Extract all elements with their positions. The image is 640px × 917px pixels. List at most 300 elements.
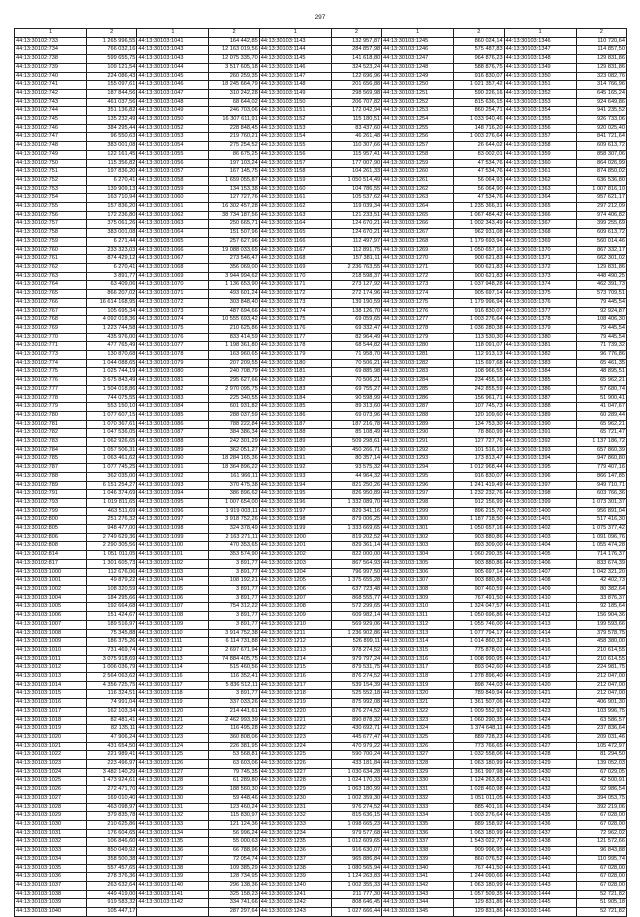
cadastral-value-cell: 896 215,70	[454, 507, 504, 516]
cadastral-value-cell: 822 000,00	[331, 551, 381, 560]
cadastral-number-cell: 44:13:30103:1392	[504, 438, 576, 447]
cadastral-number-cell: 44:13:30103:1179	[259, 351, 331, 360]
cadastral-number-cell: 44:13:30103:1053	[137, 133, 209, 142]
cadastral-value-cell: 905 697,14	[454, 568, 504, 577]
cadastral-number-cell: 44:13:30103:1011	[15, 655, 87, 664]
cadastral-value-cell: 79 745,35	[209, 768, 259, 777]
cadastral-value-cell: 1 063 180,99	[454, 881, 504, 890]
cadastral-value-cell: 68 544,82	[331, 342, 381, 351]
cadastral-number-cell: 44:13:30102:756	[15, 211, 87, 220]
cadastral-value-cell: 1 014 860,32	[454, 638, 504, 647]
cadastral-value-cell: 979 577,68	[331, 829, 381, 838]
cadastral-number-cell: 44:13:30102:791	[15, 490, 87, 499]
cadastral-value-cell: 187 844,56	[87, 89, 137, 98]
cadastral-value-cell: 52 721,82	[576, 908, 626, 917]
cadastral-number-cell: 44:13:30102:784	[15, 446, 87, 455]
cadastral-value-cell: 1 008 990,95	[454, 655, 504, 664]
cadastral-number-cell: 44:13:30103:1352	[504, 89, 576, 98]
cadastral-value-cell: 67 028,00	[576, 812, 626, 821]
cadastral-value-cell: 3 075 918,69	[87, 655, 137, 664]
cadastral-number-cell: 44:13:30103:1090	[137, 455, 209, 464]
cadastral-number-cell: 44:13:30103:1199	[259, 525, 331, 534]
cadastral-value-cell: 211 777,30	[331, 890, 381, 899]
cadastral-number-cell: 44:13:30103:1260	[382, 168, 454, 177]
table-row	[15, 351, 627, 360]
cadastral-value-cell: 129 831,86	[576, 263, 626, 272]
cadastral-number-cell: 44:13:30103:1330	[382, 777, 454, 786]
cadastral-number-cell: 44:13:30103:1385	[504, 377, 576, 386]
cadastral-value-cell: 82 481,41	[87, 716, 137, 725]
cadastral-value-cell: 926 733,06	[576, 116, 626, 125]
cadastral-number-cell: 44:13:30102:789	[15, 481, 87, 490]
cadastral-number-cell: 44:13:30103:1131	[137, 803, 209, 812]
header-cell: 2	[331, 29, 381, 38]
cadastral-value-cell: 173 813,47	[454, 455, 504, 464]
cadastral-number-cell: 44:13:30103:1296	[382, 481, 454, 490]
cadastral-value-cell: 406 901,30	[576, 699, 626, 708]
cadastral-value-cell: 1 375 655,28	[331, 577, 381, 586]
cadastral-value-cell: 65 721,47	[576, 429, 626, 438]
cadastral-value-cell: 104 786,55	[331, 185, 381, 194]
table-row	[15, 81, 627, 90]
cadastral-value-cell: 1 002 359,30	[331, 794, 381, 803]
cadastral-number-cell: 44:13:30103:1103	[137, 568, 209, 577]
cadastral-number-cell: 44:13:30103:1309	[382, 594, 454, 603]
cadastral-value-cell: 242 301,29	[209, 438, 259, 447]
cadastral-value-cell: 588 876,75	[454, 63, 504, 72]
cadastral-value-cell: 156 961,71	[454, 394, 504, 403]
cadastral-value-cell: 905 697,14	[454, 290, 504, 299]
cadastral-number-cell: 44:13:30103:1321	[382, 699, 454, 708]
cadastral-number-cell: 44:13:30103:1404	[504, 542, 576, 551]
cadastral-number-cell: 44:13:30103:1239	[259, 873, 331, 882]
cadastral-value-cell: 1 236 902,86	[331, 629, 381, 638]
cadastral-value-cell: 889 158,92	[454, 820, 504, 829]
cadastral-number-cell: 44:13:30102:754	[15, 194, 87, 203]
cadastral-number-cell: 44:13:30103:1313	[382, 629, 454, 638]
cadastral-number-cell: 44:13:30103:1072	[137, 298, 209, 307]
cadastral-value-cell: 1 044 088,65	[87, 359, 137, 368]
cadastral-value-cell: 384 295,44	[87, 124, 137, 133]
table-body	[15, 37, 627, 916]
cadastral-number-cell: 44:13:30103:1409	[504, 586, 576, 595]
cadastral-number-cell: 44:13:30103:1363	[504, 185, 576, 194]
table-row	[15, 203, 627, 212]
cadastral-value-cell: 18 245 664,79	[209, 81, 259, 90]
cadastral-number-cell: 44:13:30103:1084	[137, 403, 209, 412]
cadastral-value-cell: 1 324 047,57	[454, 603, 504, 612]
cadastral-value-cell: 103 996,75	[576, 707, 626, 716]
cadastral-number-cell: 44:13:30103:1089	[137, 446, 209, 455]
cadastral-number-cell: 44:13:30103:1339	[382, 855, 454, 864]
cadastral-value-cell: 876 274,52	[331, 707, 381, 716]
cadastral-value-cell: 356 069,00	[209, 263, 259, 272]
cadastral-number-cell: 44:13:30103:1267	[382, 229, 454, 238]
cadastral-number-cell: 44:13:30103:1290	[382, 429, 454, 438]
cadastral-value-cell: 560 014,46	[576, 237, 626, 246]
cadastral-number-cell: 44:13:30103:1149	[259, 89, 331, 98]
cadastral-value-cell: 69 332,47	[331, 324, 381, 333]
cadastral-value-cell: 525 552,18	[331, 690, 381, 699]
cadastral-value-cell: 2 163 271,11	[209, 533, 259, 542]
cadastral-number-cell: 44:13:30103:1281	[382, 351, 454, 360]
cadastral-value-cell: 375 061,26	[87, 220, 137, 229]
header-cell: 1	[15, 29, 87, 38]
cadastral-number-cell: 44:13:30103:1104	[137, 577, 209, 586]
cadastral-number-cell: 44:13:30103:1020	[15, 733, 87, 742]
cadastral-value-cell: 744 075,55	[87, 394, 137, 403]
cadastral-value-cell: 18 364 896,22	[209, 464, 259, 473]
cadastral-number-cell: 44:13:30103:1186	[259, 411, 331, 420]
cadastral-value-cell: 1 332 089,70	[331, 498, 381, 507]
cadastral-value-cell: 197 103,24	[209, 159, 259, 168]
cadastral-value-cell: 1 077 794,17	[454, 629, 504, 638]
cadastral-number-cell: 44:13:30103:1002	[15, 586, 87, 595]
cadastral-number-cell: 44:13:30102:758	[15, 229, 87, 238]
table-row	[15, 472, 627, 481]
cadastral-number-cell: 44:13:30102:744	[15, 107, 87, 116]
cadastral-number-cell: 44:13:30103:1209	[259, 612, 331, 621]
cadastral-value-cell: 890 878,32	[331, 716, 381, 725]
cadastral-value-cell: 1 179 693,94	[454, 237, 504, 246]
cadastral-number-cell: 44:13:30103:1432	[504, 786, 576, 795]
cadastral-number-cell: 44:13:30103:1097	[137, 516, 209, 525]
cadastral-number-cell: 44:13:30103:1050	[137, 116, 209, 125]
table-row	[15, 411, 627, 420]
cadastral-number-cell: 44:13:30103:1329	[382, 768, 454, 777]
table-row	[15, 855, 627, 864]
cadastral-value-cell: 1 050 657,16	[454, 246, 504, 255]
cadastral-number-cell: 44:13:30103:1410	[504, 594, 576, 603]
cadastral-value-cell: 637 723,48	[331, 586, 381, 595]
table-row	[15, 455, 627, 464]
cadastral-value-cell: 1 003 276,64	[454, 316, 504, 325]
cadastral-number-cell: 44:13:30103:1216	[259, 673, 331, 682]
cadastral-value-cell: 477 765,49	[87, 342, 137, 351]
cadastral-number-cell: 44:13:30103:1217	[259, 681, 331, 690]
cadastral-number-cell: 44:13:30103:1317	[382, 664, 454, 673]
cadastral-number-cell: 44:13:30103:1152	[259, 116, 331, 125]
table-row	[15, 673, 627, 682]
cadastral-number-cell: 44:13:30103:1288	[382, 411, 454, 420]
cadastral-value-cell: 889 728,23	[454, 733, 504, 742]
cadastral-number-cell: 44:13:30103:1177	[259, 333, 331, 342]
cadastral-value-cell: 1 012 609,65	[331, 838, 381, 847]
cadastral-value-cell: 788 222,84	[209, 420, 259, 429]
table-row	[15, 777, 627, 786]
cadastral-number-cell: 44:13:30103:1106	[137, 594, 209, 603]
cadastral-value-cell: 362 051,27	[209, 446, 259, 455]
cadastral-number-cell: 44:13:30103:1060	[137, 194, 209, 203]
cadastral-number-cell: 44:13:30103:1441	[504, 864, 576, 873]
cadastral-number-cell: 44:13:30103:1367	[504, 220, 576, 229]
cadastral-value-cell: 96 776,86	[576, 351, 626, 360]
cadastral-number-cell: 44:13:30103:1112	[137, 646, 209, 655]
cadastral-number-cell: 44:13:30103:1273	[382, 281, 454, 290]
cadastral-number-cell: 44:13:30102:740	[15, 72, 87, 81]
cadastral-number-cell: 44:13:30103:1393	[504, 446, 576, 455]
cadastral-value-cell: 56 064,90	[454, 185, 504, 194]
cadastral-number-cell: 44:13:30103:1109	[137, 620, 209, 629]
cadastral-value-cell: 176 604,65	[87, 829, 137, 838]
cadastral-value-cell: 104 261,33	[331, 168, 381, 177]
cadastral-value-cell: 796 997,50	[331, 568, 381, 577]
cadastral-value-cell: 120 109,60	[454, 411, 504, 420]
cadastral-value-cell: 1 050 657,16	[454, 525, 504, 534]
cadastral-number-cell: 44:13:30103:1434	[504, 803, 576, 812]
cadastral-number-cell: 44:13:30103:1136	[137, 847, 209, 856]
cadastral-number-cell: 44:13:30103:1248	[382, 63, 454, 72]
cadastral-value-cell: 1 137 186,72	[576, 438, 626, 447]
cadastral-number-cell: 44:13:30103:1256	[382, 133, 454, 142]
cadastral-value-cell: 1 070 367,61	[87, 420, 137, 429]
cadastral-number-cell: 44:13:30103:1009	[15, 638, 87, 647]
cadastral-number-cell: 44:13:30103:1015	[15, 690, 87, 699]
cadastral-value-cell: 246 703,06	[209, 107, 259, 116]
cadastral-number-cell: 44:13:30103:1067	[137, 255, 209, 264]
table-row	[15, 603, 627, 612]
cadastral-value-cell: 383 001,08	[87, 142, 137, 151]
cadastral-number-cell: 44:13:30102:777	[15, 385, 87, 394]
cadastral-number-cell: 44:13:30103:1417	[504, 655, 576, 664]
header-cell: 2	[209, 29, 259, 38]
cadastral-number-cell: 44:13:30103:1369	[504, 237, 576, 246]
cadastral-number-cell: 44:13:30103:1096	[137, 507, 209, 516]
cadastral-value-cell: 903 880,86	[454, 577, 504, 586]
cadastral-value-cell: 129 831,86	[576, 55, 626, 64]
cadastral-value-cell: 81 294,50	[576, 751, 626, 760]
cadastral-number-cell: 44:13:30103:1105	[137, 586, 209, 595]
cadastral-value-cell: 284 857,98	[331, 46, 381, 55]
cadastral-number-cell: 44:13:30103:1377	[504, 307, 576, 316]
cadastral-value-cell: 399 255,69	[576, 220, 626, 229]
cadastral-number-cell: 44:13:30102:745	[15, 116, 87, 125]
cadastral-number-cell: 44:13:30103:1025	[15, 777, 87, 786]
cadastral-number-cell: 44:13:30103:1423	[504, 707, 576, 716]
cadastral-value-cell: 383 001,08	[87, 229, 137, 238]
cadastral-value-cell: 69 059,65	[331, 316, 381, 325]
cadastral-value-cell: 47 534,76	[454, 159, 504, 168]
cadastral-number-cell: 44:13:30103:1224	[259, 742, 331, 751]
cadastral-value-cell: 1 006 036,79	[87, 664, 137, 673]
cadastral-number-cell: 44:13:30103:1184	[259, 394, 331, 403]
cadastral-number-cell: 44:13:30103:1294	[382, 464, 454, 473]
cadastral-value-cell: 850 049,92	[87, 847, 137, 856]
cadastral-number-cell: 44:13:30103:1226	[259, 760, 331, 769]
cadastral-number-cell: 44:13:30103:1444	[504, 890, 576, 899]
cadastral-number-cell: 44:13:30103:1069	[137, 272, 209, 281]
cadastral-value-cell: 134 753,30	[454, 420, 504, 429]
cadastral-number-cell: 44:13:30103:1081	[137, 377, 209, 386]
cadastral-number-cell: 44:13:30103:1337	[382, 838, 454, 847]
cadastral-value-cell: 199 593,66	[576, 620, 626, 629]
cadastral-value-cell: 80 382,64	[576, 586, 626, 595]
cadastral-number-cell: 44:13:30103:1168	[259, 255, 331, 264]
cadastral-value-cell: 42 500,91	[576, 777, 626, 786]
table-row	[15, 185, 627, 194]
table-row	[15, 655, 627, 664]
cadastral-value-cell: 201 656,88	[331, 81, 381, 90]
cadastral-number-cell: 44:13:30102:752	[15, 176, 87, 185]
table-row	[15, 446, 627, 455]
cadastral-number-cell: 44:13:30103:1384	[504, 368, 576, 377]
table-row	[15, 533, 627, 542]
cadastral-number-cell: 44:13:30103:1373	[504, 272, 576, 281]
cadastral-value-cell: 273 546,47	[209, 255, 259, 264]
cadastral-number-cell: 44:13:30102:785	[15, 455, 87, 464]
cadastral-number-cell: 44:13:30103:1048	[137, 98, 209, 107]
cadastral-value-cell: 297 212,09	[576, 203, 626, 212]
cadastral-value-cell: 275 254,52	[209, 142, 259, 151]
cadastral-value-cell: 139 052,03	[576, 760, 626, 769]
cadastral-value-cell: 4 356 725,75	[87, 681, 137, 690]
cadastral-number-cell: 44:13:30103:1361	[504, 168, 576, 177]
table-row	[15, 272, 627, 281]
cadastral-number-cell: 44:13:30103:1418	[504, 664, 576, 673]
cadastral-value-cell: 26 644,02	[454, 142, 504, 151]
cadastral-value-cell: 240 708,79	[209, 368, 259, 377]
cadastral-value-cell: 116 495,28	[209, 725, 259, 734]
cadastral-number-cell: 44:13:30102:738	[15, 55, 87, 64]
cadastral-number-cell: 44:13:30102:782	[15, 429, 87, 438]
cadastral-value-cell: 754 312,22	[209, 603, 259, 612]
cadastral-value-cell: 139 909,13	[87, 185, 137, 194]
cadastral-value-cell: 1 030 634,28	[331, 768, 381, 777]
cadastral-value-cell: 337 033,26	[209, 699, 259, 708]
cadastral-value-cell: 1 046 374,69	[87, 490, 137, 499]
cadastral-value-cell: 3 517 605,18	[209, 63, 259, 72]
cadastral-value-cell: 1 077 745,25	[87, 464, 137, 473]
cadastral-value-cell: 209 031,46	[576, 733, 626, 742]
table-row	[15, 481, 627, 490]
cadastral-number-cell: 44:13:30103:1439	[504, 847, 576, 856]
cadastral-number-cell: 44:13:30103:1070	[137, 281, 209, 290]
table-row	[15, 107, 627, 116]
cadastral-value-cell: 96 843,88	[576, 847, 626, 856]
cadastral-value-cell: 106 846,60	[87, 838, 137, 847]
cadastral-value-cell: 874 850,02	[576, 168, 626, 177]
cadastral-value-cell: 1 057 506,31	[87, 446, 137, 455]
cadastral-value-cell: 75 345,88	[87, 629, 137, 638]
table-row	[15, 890, 627, 899]
cadastral-value-cell: 879 006,25	[331, 516, 381, 525]
cadastral-value-cell: 1 060 290,35	[454, 716, 504, 725]
cadastral-number-cell: 44:13:30103:1223	[259, 733, 331, 742]
cadastral-value-cell: 874 429,12	[87, 255, 137, 264]
cadastral-number-cell: 44:13:30103:1031	[15, 829, 87, 838]
cadastral-number-cell: 44:13:30103:1049	[137, 107, 209, 116]
cadastral-number-cell: 44:13:30103:1006	[15, 612, 87, 621]
cadastral-number-cell: 44:13:30102:768	[15, 316, 87, 325]
cadastral-value-cell: 1 301 605,73	[87, 559, 137, 568]
cadastral-value-cell: 115 356,82	[87, 159, 137, 168]
cadastral-value-cell: 242 855,59	[454, 385, 504, 394]
cadastral-number-cell: 44:13:30103:1033	[15, 847, 87, 856]
cadastral-value-cell: 609 613,72	[576, 142, 626, 151]
cadastral-number-cell: 44:13:30103:1047	[137, 89, 209, 98]
cadastral-number-cell: 44:13:30103:1043	[137, 46, 209, 55]
cadastral-value-cell: 448 490,25	[576, 272, 626, 281]
cadastral-value-cell: 129 831,86	[454, 908, 504, 917]
cadastral-value-cell: 3 891,77	[209, 620, 259, 629]
cadastral-number-cell: 44:13:30103:1085	[137, 411, 209, 420]
cadastral-number-cell: 44:13:30103:1269	[382, 246, 454, 255]
cadastral-value-cell: 210 614,55	[576, 646, 626, 655]
cadastral-value-cell: 868 555,77	[331, 594, 381, 603]
cadastral-value-cell: 450 266,71	[331, 446, 381, 455]
cadastral-number-cell: 44:13:30103:1284	[382, 377, 454, 386]
cadastral-value-cell: 909 996,95	[454, 847, 504, 856]
cadastral-number-cell: 44:13:30103:1443	[504, 881, 576, 890]
cadastral-number-cell: 44:13:30103:1438	[504, 838, 576, 847]
cadastral-number-cell: 44:13:30103:1247	[382, 55, 454, 64]
cadastral-value-cell: 1 021 357,42	[454, 81, 504, 90]
cadastral-number-cell: 44:13:30103:1364	[504, 194, 576, 203]
cadastral-number-cell: 44:13:30103:1132	[137, 812, 209, 821]
cadastral-value-cell: 113 530,30	[454, 333, 504, 342]
cadastral-number-cell: 44:13:30103:1075	[137, 324, 209, 333]
cadastral-value-cell: 433 181,84	[331, 760, 381, 769]
cadastral-values-table	[14, 28, 627, 917]
cadastral-number-cell: 44:13:30102:746	[15, 124, 87, 133]
cadastral-number-cell: 44:13:30103:1004	[15, 594, 87, 603]
cadastral-number-cell: 44:13:30103:1425	[504, 725, 576, 734]
cadastral-value-cell: 69 073,96	[331, 411, 381, 420]
cadastral-number-cell: 44:13:30103:1038	[15, 890, 87, 899]
cadastral-value-cell: 1 002 355,33	[331, 881, 381, 890]
cadastral-value-cell: 1 919 003,11	[209, 507, 259, 516]
cadastral-number-cell: 44:13:30103:1349	[504, 63, 576, 72]
cadastral-number-cell: 44:13:30103:1275	[382, 298, 454, 307]
cadastral-number-cell: 44:13:30103:1429	[504, 760, 576, 769]
cadastral-value-cell: 61 289,80	[209, 777, 259, 786]
cadastral-value-cell: 121 124,36	[209, 820, 259, 829]
cadastral-number-cell: 44:13:30103:1311	[382, 612, 454, 621]
cadastral-number-cell: 44:13:30103:1066	[137, 246, 209, 255]
cadastral-number-cell: 44:13:30102:753	[15, 185, 87, 194]
cadastral-number-cell: 44:13:30103:1190	[259, 446, 331, 455]
cadastral-value-cell: 51 900,41	[576, 394, 626, 403]
cadastral-value-cell: 957 621,17	[576, 194, 626, 203]
cadastral-number-cell: 44:13:30103:1008	[15, 629, 87, 638]
cadastral-value-cell: 3 891,77	[209, 568, 259, 577]
cadastral-value-cell: 207 209,55	[209, 359, 259, 368]
cadastral-value-cell: 3 918 752,26	[209, 516, 259, 525]
cadastral-value-cell: 609 613,72	[576, 229, 626, 238]
cadastral-number-cell: 44:13:30103:1114	[137, 664, 209, 673]
cadastral-number-cell: 44:13:30103:1291	[382, 438, 454, 447]
cadastral-value-cell: 192 664,68	[87, 603, 137, 612]
cadastral-number-cell: 44:13:30103:1155	[259, 142, 331, 151]
cadastral-value-cell: 69 885,98	[331, 368, 381, 377]
cadastral-value-cell: 272 174,96	[331, 290, 381, 299]
cadastral-number-cell: 44:13:30103:1402	[504, 525, 576, 534]
cadastral-number-cell: 44:13:30103:1174	[259, 307, 331, 316]
cadastral-number-cell: 44:13:30103:1246	[382, 46, 454, 55]
cadastral-number-cell: 44:13:30102:743	[15, 98, 87, 107]
cadastral-value-cell: 6 270,41	[87, 263, 137, 272]
cadastral-value-cell: 288 037,59	[209, 411, 259, 420]
cadastral-value-cell: 458 380,00	[576, 638, 626, 647]
cadastral-number-cell: 44:13:30103:1389	[504, 411, 576, 420]
cadastral-number-cell: 44:13:30102:766	[15, 298, 87, 307]
cadastral-number-cell: 44:13:30103:1225	[259, 751, 331, 760]
cadastral-value-cell: 714 176,37	[576, 551, 626, 560]
table-row	[15, 725, 627, 734]
cadastral-number-cell: 44:13:30103:1196	[259, 498, 331, 507]
cadastral-value-cell: 829 361,14	[331, 542, 381, 551]
cadastral-value-cell: 360 808,06	[209, 733, 259, 742]
